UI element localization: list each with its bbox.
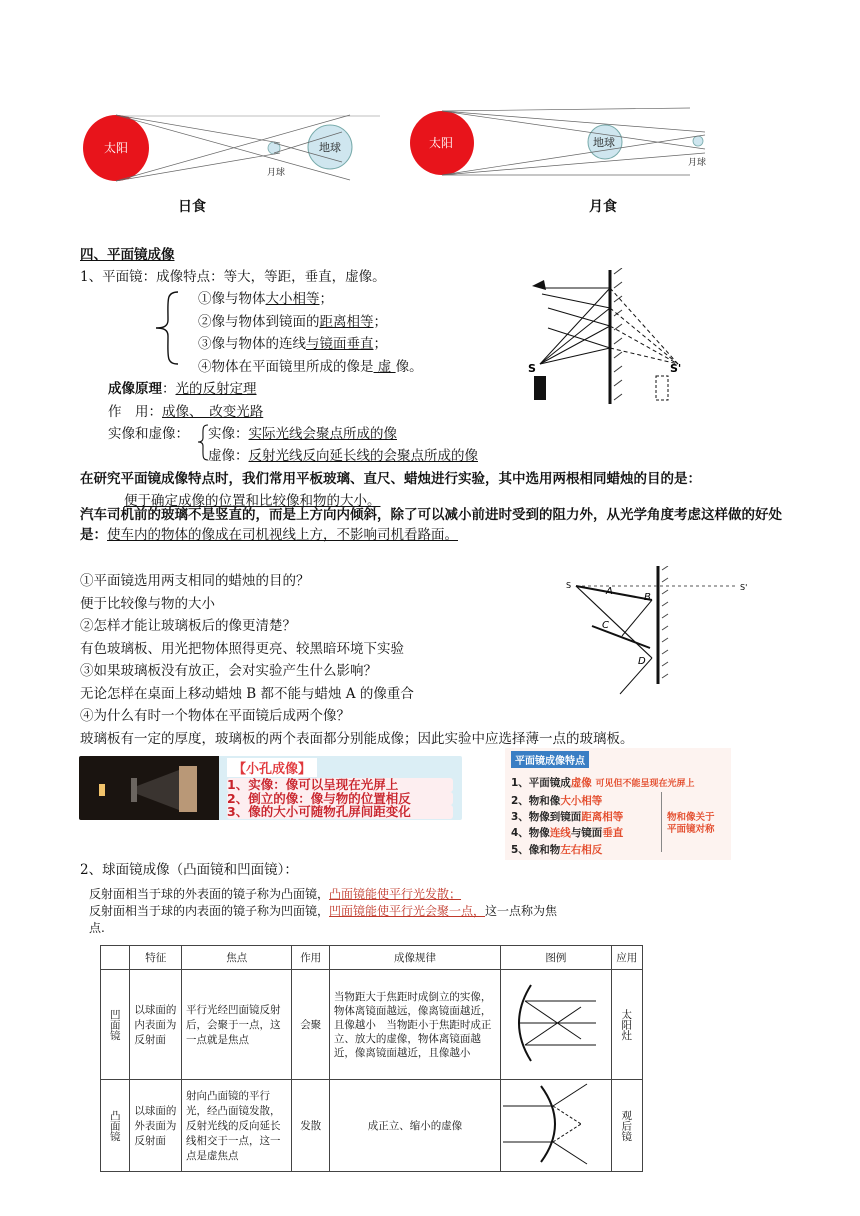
faq-answer: 无论怎样在桌面上移动蜡烛 B 都不能与蜡烛 A 的像重合 xyxy=(80,685,414,702)
faq-question: ③如果玻璃板没有放正，会对实验产生什么影响？ xyxy=(80,663,377,679)
sun-label: 太阳 xyxy=(429,136,454,150)
experiment-answer: 便于确定成像的位置和比较像和物的大小。 xyxy=(124,493,381,509)
card-row: 2、物和像大小相等 xyxy=(511,795,603,807)
table-cell: 射向凸面镜的平行光，经凸面镜发散，反射光线的反向延长线相交于一点，这一点是虚焦点 xyxy=(182,1080,292,1172)
table-header: 图例 xyxy=(501,946,611,970)
card-side-note: 平面镜对称 xyxy=(667,824,715,835)
table-header: 特征 xyxy=(130,946,182,970)
feature-4: ④物体在平面镜里所成的像是 虚 像。 xyxy=(198,359,423,375)
table-cell xyxy=(501,1080,611,1172)
feature-2: ②像与物体到镜面的距离相等； xyxy=(198,314,387,330)
real-image-line: 实像：实际光线会聚点所成的像 xyxy=(208,426,397,442)
moon-label: 月球 xyxy=(267,168,286,178)
table-cell: 当物距大于焦距时成倒立的实像，物体离镜面越远，像离镜面越近，且像越小 当物距小于焦距时成正立、放大的虚像，物体离镜面越近，像离镜面越近，且像越小 xyxy=(329,970,500,1080)
table-cell xyxy=(501,970,611,1080)
image-label: S' xyxy=(740,583,748,592)
experiment-question: 在研究平面镜成像特点时，我们常用平板玻璃、直尺、蜡烛进行实验，其中选用两根相同蜡烛的目的是： xyxy=(80,471,701,487)
earth-label: 地球 xyxy=(593,136,615,149)
faq-answer: 便于比较像与物的大小 xyxy=(80,595,215,612)
table-cell: 平行光经凹面镜反射后，会聚于一点，这一点就是焦点 xyxy=(182,970,292,1080)
mirror-ray-diagram xyxy=(562,566,762,696)
real-virtual-label: 实像和虚像： xyxy=(108,426,189,442)
table-cell: 成正立、缩小的虚像 xyxy=(329,1080,500,1172)
plane-mirror-intro: 1、平面镜：成像特点：等大，等距，垂直，虚像。 xyxy=(80,269,386,285)
table-row xyxy=(101,970,643,1080)
faq-question: ④为什么有时一个物体在平面镜后成两个像？ xyxy=(80,708,350,724)
point-c-label: C xyxy=(602,620,609,631)
feature-3: ③像与物体的连线与镜面垂直； xyxy=(198,336,387,352)
moon-label: 月球 xyxy=(688,158,707,168)
pinhole-item: 1、实像：像可以呈现在光屏上 xyxy=(227,778,453,792)
concave-mirror-icon xyxy=(501,973,601,1073)
car-glass-question: 汽车司机前的玻璃不是竖直的，而是上方向内倾斜，除了可以减小前进时受到的阻力外，从光学角度考虑这样做的好处是：使车内的物体的像成在司机视线上方，不影响司机看路面。 xyxy=(80,507,782,543)
card-title: 平面镜成像特点 xyxy=(511,751,589,768)
object-label: S xyxy=(528,362,536,375)
sun-label: 太阳 xyxy=(104,141,129,155)
pinhole-item: 3、像的大小可随物孔屏间距变化 xyxy=(227,805,453,819)
spherical-heading: 2、球面镜成像（凸面镜和凹面镜）： xyxy=(80,862,298,878)
pinhole-banner xyxy=(79,756,462,820)
point-b-label: B xyxy=(644,592,651,603)
table-cell: 凹面镜 xyxy=(101,970,130,1080)
pinhole-title: 【小孔成像】 xyxy=(227,758,317,777)
earth-label: 地球 xyxy=(319,141,341,154)
spherical-description: 反射面相当于球的外表面的镜子称为凸面镜，凸面镜能使平行光发散； 反射面相当于球的内表面的镜子称为凹面镜，凹面镜能使平行光会聚一点，这一点称为焦 点. xyxy=(89,887,558,935)
faq-question: ②怎样才能让玻璃板后的像更清楚？ xyxy=(80,618,296,634)
convex-mirror-icon xyxy=(501,1080,601,1168)
moon-circle xyxy=(268,142,280,154)
table-cell: 观后镜 xyxy=(611,1080,642,1172)
feature-1: ①像与物体大小相等； xyxy=(198,291,333,307)
lunar-eclipse-diagram xyxy=(405,105,710,180)
table-header: 应用 xyxy=(611,946,642,970)
section-heading: 四、平面镜成像 xyxy=(80,247,175,263)
table-cell: 凸面镜 xyxy=(101,1080,130,1172)
table-cell: 以球面的内表面为反射面 xyxy=(130,970,182,1080)
image-label: S' xyxy=(670,362,682,375)
moon-circle xyxy=(693,136,703,146)
pinhole-photo xyxy=(79,756,219,820)
curly-brace-icon xyxy=(152,290,182,366)
principle-line: 成像原理：光的反射定理 xyxy=(108,381,257,397)
lunar-eclipse-caption: 月食 xyxy=(589,199,617,215)
card-row: 4、物像连线与镜面垂直 xyxy=(511,827,624,839)
table-cell: 以球面的外表面为反射面 xyxy=(130,1080,182,1172)
solar-eclipse-diagram xyxy=(80,110,380,185)
table-cell: 发散 xyxy=(292,1080,329,1172)
card-row: 5、像和物左右相反 xyxy=(511,844,603,856)
card-row: 1、平面镜成虚像 可见但不能呈现在光屏上 xyxy=(511,777,695,789)
plane-mirror-diagram xyxy=(518,268,708,408)
pinhole-item: 2、倒立的像：像与物的位置相反 xyxy=(227,792,453,806)
faq-answer: 玻璃板有一定的厚度，玻璃板的两个表面都分别能成像；因此实验中应选择薄一点的玻璃板。 xyxy=(80,730,634,747)
card-row: 3、物像到镜面距离相等 xyxy=(511,811,624,823)
point-d-label: D xyxy=(638,656,646,667)
card-side-note: 物和像关于 xyxy=(667,812,715,823)
table-row xyxy=(101,1080,643,1172)
table-header: 作用 xyxy=(292,946,329,970)
faq-question: ①平面镜选用两支相同的蜡烛的目的？ xyxy=(80,573,310,589)
use-line: 作 用：成像、 改变光路 xyxy=(108,404,264,420)
virtual-image-line: 虚像：反射光线反向延长线的会聚点所成的像 xyxy=(208,448,478,464)
solar-eclipse-caption: 日食 xyxy=(178,199,206,215)
faq-answer: 有色玻璃板、用光把物体照得更亮、较黑暗环境下实验 xyxy=(80,640,404,657)
object-label: S xyxy=(566,581,572,590)
point-a-label: A xyxy=(606,586,613,597)
table-header: 成像规律 xyxy=(329,946,500,970)
plane-mirror-card xyxy=(505,748,731,860)
spherical-mirror-table xyxy=(100,945,643,1172)
table-header: 焦点 xyxy=(182,946,292,970)
table-cell: 太阳灶 xyxy=(611,970,642,1080)
table-cell: 会聚 xyxy=(292,970,329,1080)
